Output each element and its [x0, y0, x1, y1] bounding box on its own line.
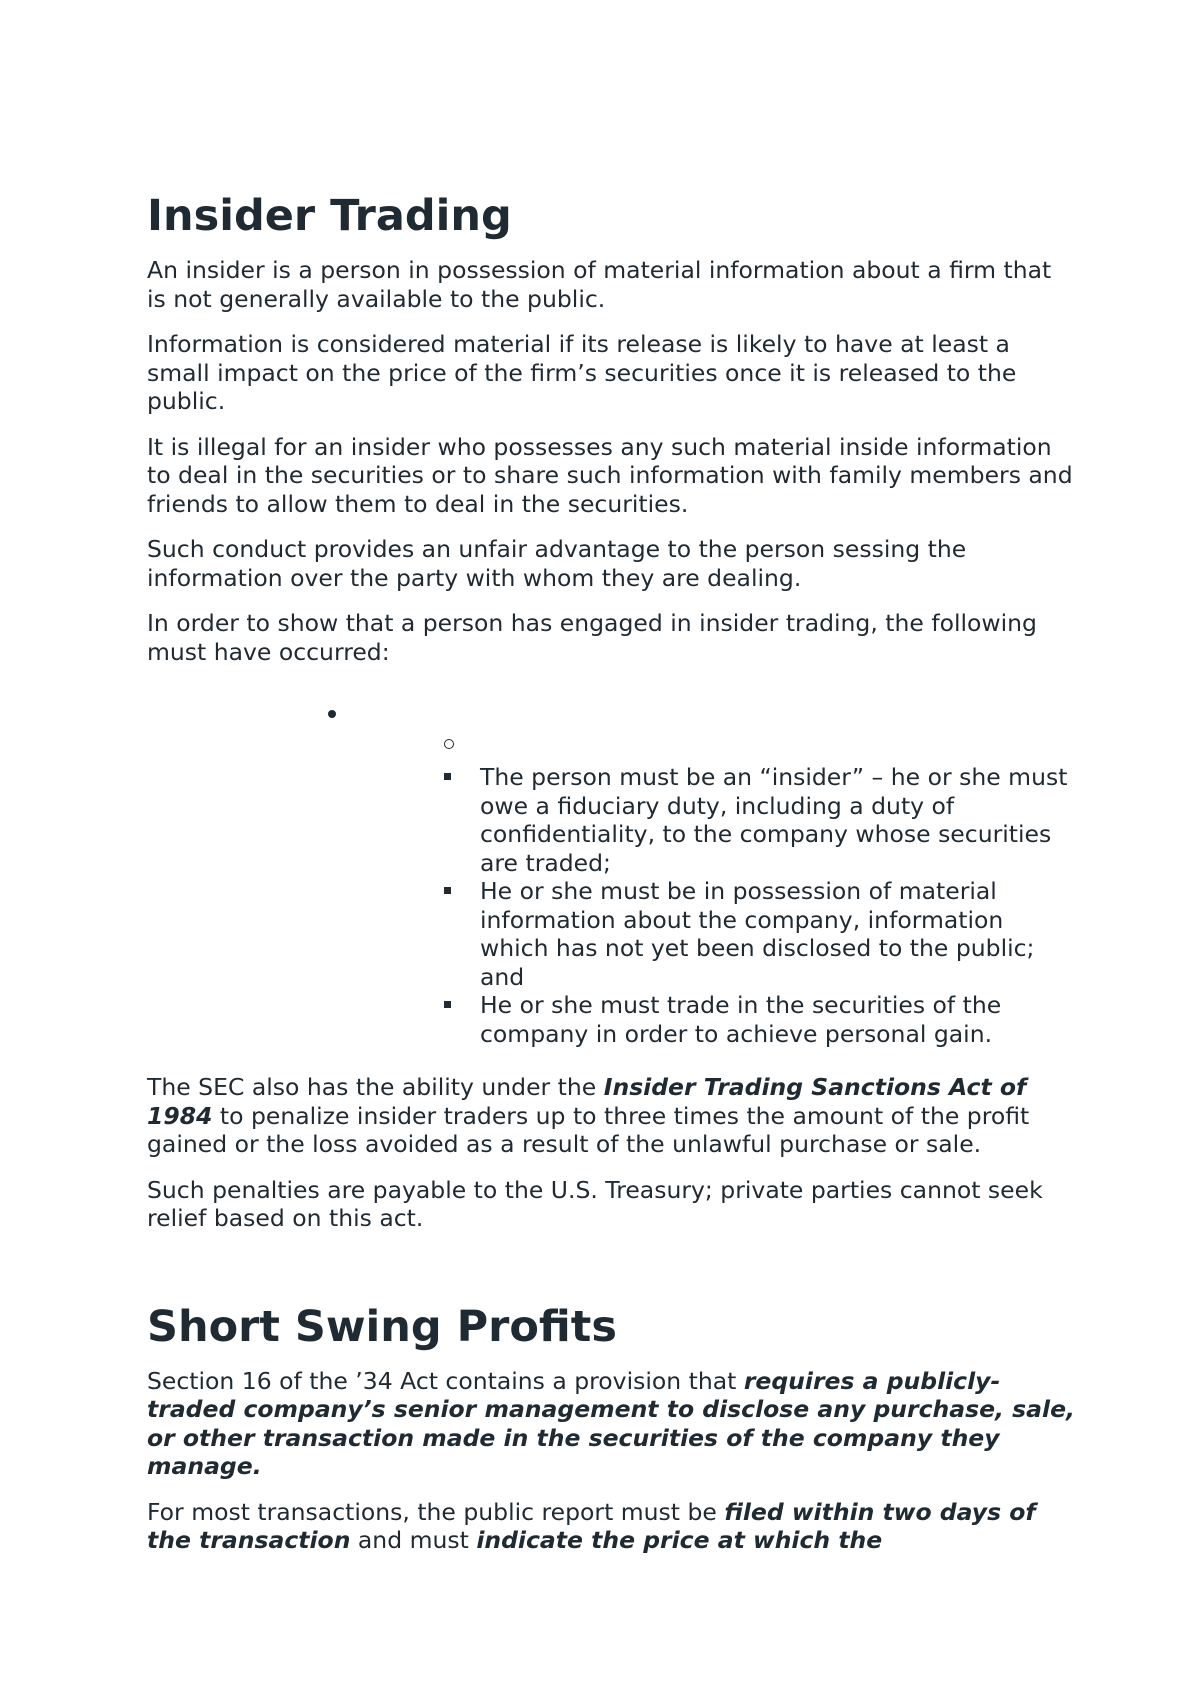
report-emphasis-price: indicate the price at which the [476, 1526, 883, 1554]
sanctions-text-before: The SEC also has the ability under the [147, 1073, 604, 1101]
report-text-before: For most transactions, the public report must be [147, 1497, 725, 1526]
section16-text-before: Section 16 of the ’34 Act contains a provision that [147, 1366, 744, 1395]
list-item-text: He or she must be in possession of material information about the company, information which has not yet been disclosed to the public; and [480, 877, 1035, 991]
bullet-circle-icon [444, 739, 454, 749]
bullet-square-icon [444, 887, 451, 894]
document-body [147, 188, 1077, 1572]
list-item [480, 877, 1070, 991]
bullet-square-icon [444, 773, 451, 780]
paragraph-penalties: Such penalties are payable to the U.S. Treasury; private parties cannot seek relief based on this act. [147, 1175, 1043, 1232]
paragraph-requirements-intro: In order to show that a person has engaged in insider trading, the following must have occurred: [147, 609, 1037, 666]
paragraph-material-information: Information is considered material if its release is likely to have at least a small impact on the price of the firm’s securities once it is released to the public. [147, 330, 1017, 415]
report-text-middle: and must [350, 1526, 477, 1554]
paragraph-illegal-dealing: It is illegal for an insider who possesses any such material inside information to deal in the securities or to share such information with family members and friends to allow them to deal in the securities. [147, 432, 1073, 518]
paragraph-section-16 [147, 1367, 1077, 1481]
section16-emphasis: requires a publicly-traded company’s senior management to disclose any purchase, sale, or other transaction made in the securities of the company they manage. [147, 1366, 1075, 1480]
heading-short-swing-profits: Short Swing Profits [147, 1301, 617, 1352]
requirements-list [480, 763, 1070, 1048]
heading-insider-trading: Insider Trading [147, 191, 512, 241]
report-emphasis-filing: filed within two days of the transaction [147, 1497, 1036, 1554]
list-item-text: The person must be an “insider” – he or she must owe a fiduciary duty, including a duty of confidentiality, to the company whose securities are traded; [480, 763, 1068, 877]
sanctions-text-after: to penalize insider traders up to three times the amount of the profit gained or the loss avoided as a result of the unlawful purchase or sale. [147, 1101, 1030, 1158]
paragraph-public-report [147, 1498, 1077, 1555]
paragraph-insider-definition: An insider is a person in possession of material information about a firm that is not generally available to the public. [147, 256, 1052, 313]
list-item [480, 763, 1070, 877]
paragraph-unfair-advantage: Such conduct provides an unfair advantage to the person sessing the information over the party with whom they are dealing. [147, 535, 967, 592]
sanctions-act-name: Insider Trading Sanctions Act of 1984 [147, 1073, 1027, 1130]
requirements-list-block [147, 683, 1077, 1056]
paragraph-sanctions-act [147, 1073, 1077, 1159]
list-item-text: He or she must trade in the securities of the company in order to achieve personal gain. [480, 991, 1002, 1048]
bullet-square-icon [444, 1001, 451, 1008]
bullet-disc-icon [328, 710, 336, 718]
list-item [480, 991, 1070, 1048]
